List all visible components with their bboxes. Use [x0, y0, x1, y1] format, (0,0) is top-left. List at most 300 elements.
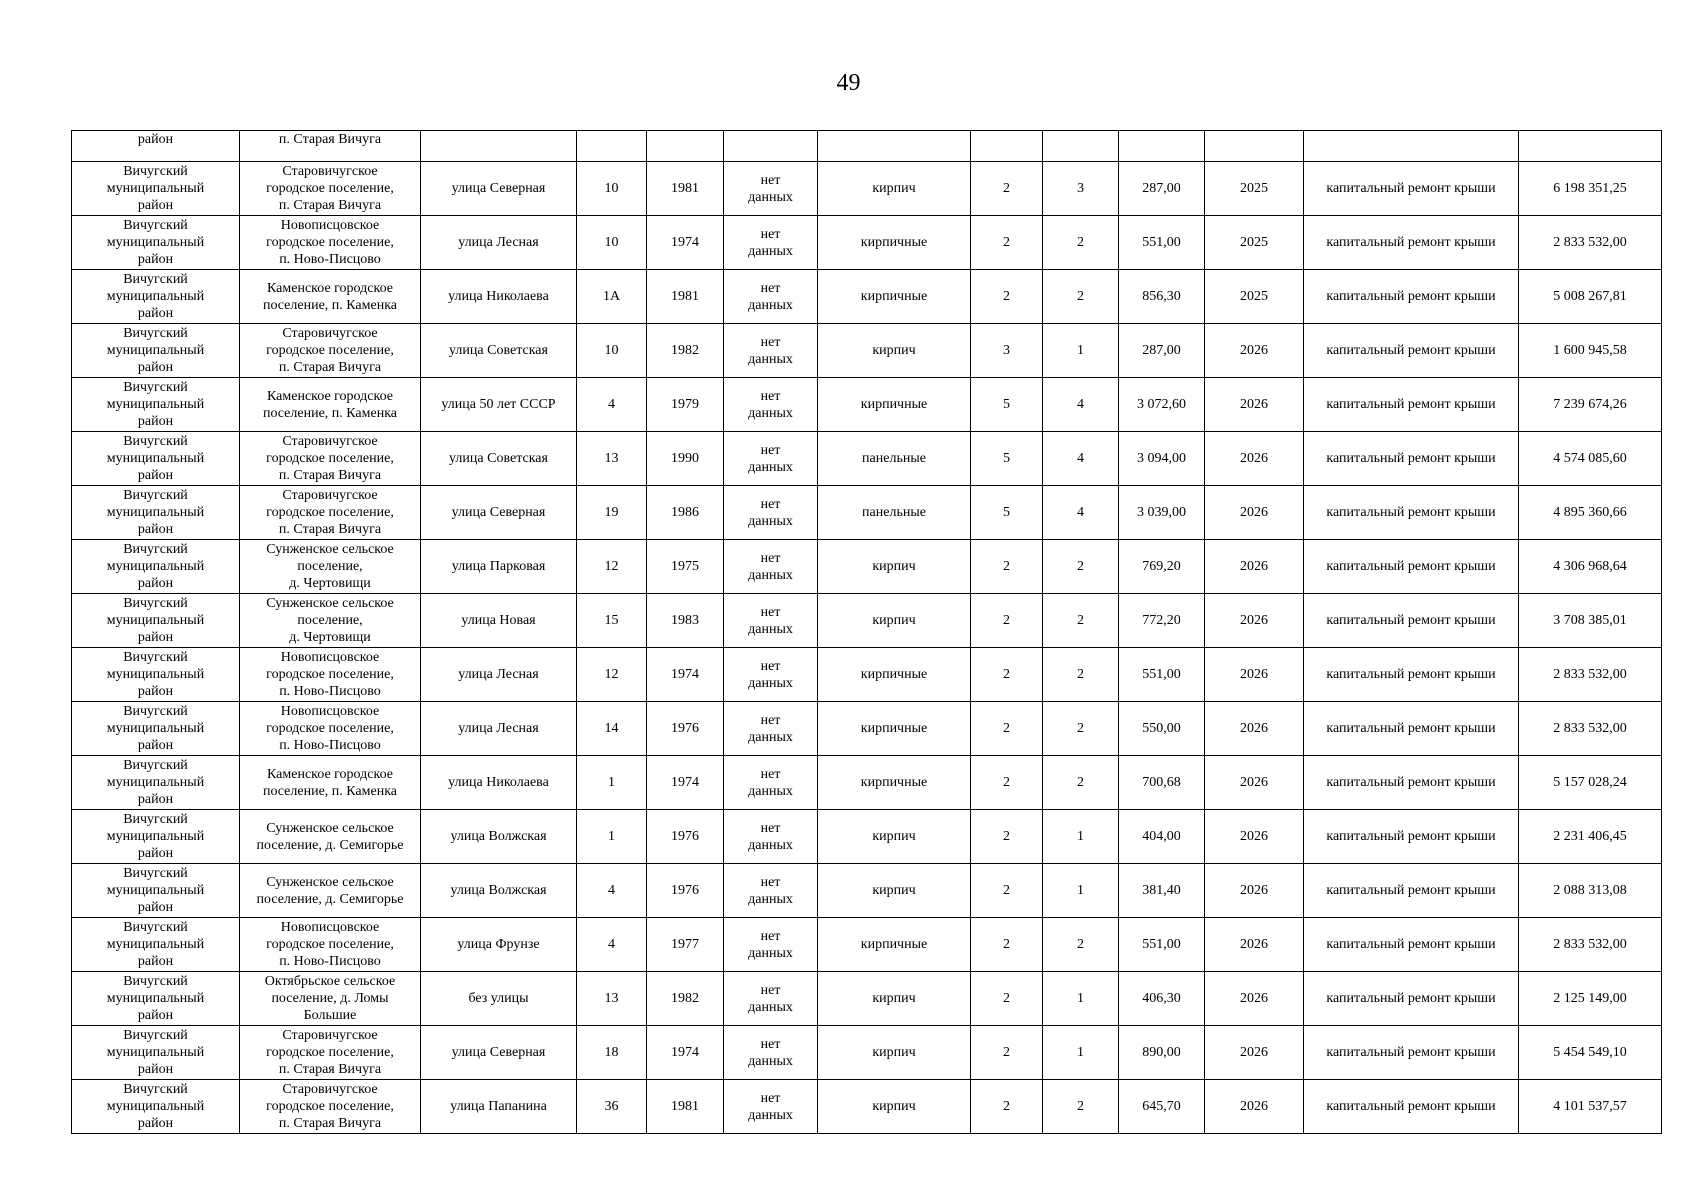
cell-entrances: 2 — [1043, 702, 1119, 756]
cell-district-line: муниципальный — [106, 829, 205, 844]
cell-settlement-line: поселение, — [297, 559, 363, 574]
cell-district-line: муниципальный — [106, 775, 205, 790]
cell-year-repair: 2026 — [1205, 648, 1304, 702]
cell-work: капитальный ремонт крыши — [1304, 648, 1519, 702]
cell-house — [577, 131, 647, 162]
cell-floors: 2 — [971, 648, 1043, 702]
cell-settlement-line: поселение, д. Ломы — [271, 991, 389, 1006]
cell-district — [72, 1026, 240, 1080]
cell-settlement-line: поселение, п. Каменка — [262, 783, 398, 799]
table-row — [72, 756, 1662, 810]
cell-settlement-line: Старовичугское — [282, 434, 378, 449]
cell-district-line: район — [137, 252, 174, 267]
cell-status-line: нет — [760, 712, 781, 728]
cell-settlement-line: Каменское городское — [267, 766, 393, 782]
cell-settlement-line: городское поселение, — [266, 1045, 394, 1060]
cell-status-line: нет — [760, 604, 781, 620]
cell-settlement-line: поселение, — [297, 613, 363, 628]
cell-entrances: 1 — [1043, 864, 1119, 918]
cell-year-built: 1974 — [647, 756, 724, 810]
cell-street: улица Новая — [421, 594, 577, 648]
cell-district-line: Вичугский — [123, 974, 188, 989]
cell-entrances: 4 — [1043, 486, 1119, 540]
cell-year-repair: 2026 — [1205, 432, 1304, 486]
cell-area: 551,00 — [1119, 918, 1205, 972]
cell-district-line: Вичугский — [123, 704, 188, 719]
cell-area: 551,00 — [1119, 648, 1205, 702]
cell-house: 12 — [577, 540, 647, 594]
cell-year-repair: 2026 — [1205, 594, 1304, 648]
cell-settlement-line: п. Старая Вичуга — [278, 1116, 382, 1131]
cell-settlement-line: Новописцовское — [280, 920, 380, 935]
cell-district — [72, 162, 240, 216]
cell-cost: 2 833 532,00 — [1519, 216, 1662, 270]
cell-entrances: 1 — [1043, 324, 1119, 378]
cell-status-line: нет — [760, 226, 781, 242]
cell-street: улица Николаева — [421, 756, 577, 810]
cell-street: улица Советская — [421, 324, 577, 378]
cell-year-built: 1974 — [647, 648, 724, 702]
cell-area: 3 094,00 — [1119, 432, 1205, 486]
cell-year-built: 1976 — [647, 702, 724, 756]
cell-area: 769,20 — [1119, 540, 1205, 594]
cell-settlement-line: Сунженское сельское — [266, 542, 394, 557]
table-row — [72, 270, 1662, 324]
cell-entrances: 4 — [1043, 378, 1119, 432]
cell-year-repair: 2026 — [1205, 1080, 1304, 1134]
cell-material: кирпичные — [818, 216, 971, 270]
cell-district-line: Вичугский — [123, 218, 188, 233]
cell-settlement-line: Октябрьское сельское — [264, 974, 396, 989]
cell-status-line: данных — [748, 513, 793, 529]
cell-material: кирпичные — [818, 918, 971, 972]
cell-status-line: данных — [748, 621, 793, 637]
cell-district — [72, 594, 240, 648]
cell-district-line: Вичугский — [123, 434, 188, 449]
cell-district-line: район — [137, 1116, 174, 1131]
cell-year-repair: 2025 — [1205, 162, 1304, 216]
table-row — [72, 648, 1662, 702]
cell-area: 772,20 — [1119, 594, 1205, 648]
table-row — [72, 162, 1662, 216]
cell-house: 13 — [577, 432, 647, 486]
cell-status-line: нет — [760, 982, 781, 998]
cell-settlement — [240, 540, 421, 594]
cell-year-built: 1975 — [647, 540, 724, 594]
cell-settlement-line: Новописцовское — [280, 218, 380, 233]
cell-floors: 5 — [971, 486, 1043, 540]
cell-district-line: Вичугский — [123, 1082, 188, 1097]
cell-status — [724, 1026, 818, 1080]
cell-settlement — [240, 864, 421, 918]
cell-settlement-line: поселение, д. Семигорье — [256, 837, 404, 853]
cell-settlement-line: поселение, д. Семигорье — [256, 891, 404, 907]
cell-floors: 2 — [971, 270, 1043, 324]
cell-cost: 2 125 149,00 — [1519, 972, 1662, 1026]
cell-status-line: нет — [760, 658, 781, 674]
cell-status — [724, 270, 818, 324]
cell-area: 381,40 — [1119, 864, 1205, 918]
cell-settlement-line: городское поселение, — [266, 937, 394, 952]
cell-year-built: 1977 — [647, 918, 724, 972]
cell-settlement — [240, 486, 421, 540]
cell-year-repair: 2026 — [1205, 378, 1304, 432]
cell-house: 10 — [577, 216, 647, 270]
housing-repair-table — [71, 130, 1662, 1134]
cell-settlement-line: городское поселение, — [266, 721, 394, 736]
cell-street: улица Северная — [421, 162, 577, 216]
cell-district-line: район — [137, 792, 174, 807]
cell-settlement — [240, 918, 421, 972]
cell-year-repair: 2026 — [1205, 1026, 1304, 1080]
cell-status-line: нет — [760, 766, 781, 782]
table-row — [72, 486, 1662, 540]
cell-settlement — [240, 378, 421, 432]
cell-year-repair: 2026 — [1205, 864, 1304, 918]
cell-district-line: Вичугский — [123, 164, 188, 179]
cell-status — [724, 918, 818, 972]
cell-district-line: Вичугский — [123, 542, 188, 557]
cell-area: 550,00 — [1119, 702, 1205, 756]
cell-settlement — [240, 810, 421, 864]
cell-year-repair: 2026 — [1205, 324, 1304, 378]
cell-street — [421, 131, 577, 162]
cell-district-line: район — [137, 954, 174, 969]
table-row — [72, 918, 1662, 972]
cell-status-line: данных — [748, 837, 793, 853]
cell-year-built — [647, 131, 724, 162]
cell-work: капитальный ремонт крыши — [1304, 702, 1519, 756]
cell-status — [724, 756, 818, 810]
cell-house: 13 — [577, 972, 647, 1026]
cell-settlement-line: д. Чертовищи — [289, 576, 371, 591]
cell-year-built: 1982 — [647, 324, 724, 378]
table-row — [72, 810, 1662, 864]
cell-status-line: данных — [748, 675, 793, 691]
cell-district-line: район — [137, 630, 174, 645]
cell-floors: 2 — [971, 540, 1043, 594]
cell-district-line: Вичугский — [123, 758, 188, 773]
cell-district — [72, 972, 240, 1026]
cell-material: кирпич — [818, 594, 971, 648]
cell-area: 406,30 — [1119, 972, 1205, 1026]
cell-district-line: муниципальный — [106, 181, 205, 196]
cell-district — [72, 216, 240, 270]
cell-year-built: 1976 — [647, 864, 724, 918]
cell-district — [72, 1080, 240, 1134]
cell-district-line: Вичугский — [123, 1028, 188, 1043]
cell-district-line: Вичугский — [123, 812, 188, 827]
table-row — [72, 702, 1662, 756]
continuation-row — [72, 131, 1662, 162]
table-row — [72, 324, 1662, 378]
cell-settlement-line: д. Чертовищи — [289, 630, 371, 645]
cell-district-line: район — [137, 576, 174, 591]
cell-floors: 2 — [971, 810, 1043, 864]
cell-year-repair: 2026 — [1205, 702, 1304, 756]
cell-settlement-line: городское поселение, — [266, 451, 394, 466]
cell-year-built: 1981 — [647, 162, 724, 216]
cell-district — [72, 270, 240, 324]
cell-street: улица Фрунзе — [421, 918, 577, 972]
cell-work: капитальный ремонт крыши — [1304, 486, 1519, 540]
cell-floors: 2 — [971, 594, 1043, 648]
cell-floors — [971, 131, 1043, 162]
cell-district-line: район — [137, 1008, 174, 1023]
cell-work: капитальный ремонт крыши — [1304, 324, 1519, 378]
cell-cost: 7 239 674,26 — [1519, 378, 1662, 432]
cell-floors: 2 — [971, 702, 1043, 756]
cell-district — [72, 432, 240, 486]
cell-district-line: район — [137, 900, 174, 915]
cell-cost: 4 306 968,64 — [1519, 540, 1662, 594]
cell-material: панельные — [818, 432, 971, 486]
cell-status-line: данных — [748, 999, 793, 1015]
cell-settlement-line: Старовичугское — [282, 164, 378, 179]
cell-material: кирпичные — [818, 702, 971, 756]
cell-house: 1А — [577, 270, 647, 324]
cell-district-line: Вичугский — [123, 650, 188, 665]
cell-work: капитальный ремонт крыши — [1304, 432, 1519, 486]
cell-house: 4 — [577, 378, 647, 432]
cell-year-built: 1982 — [647, 972, 724, 1026]
cell-material: кирпич — [818, 1080, 971, 1134]
cell-district — [72, 918, 240, 972]
cell-street: улица 50 лет СССР — [421, 378, 577, 432]
cell-street: улица Волжская — [421, 810, 577, 864]
cell-status-line: нет — [760, 496, 781, 512]
table-row — [72, 864, 1662, 918]
cell-settlement-line: Старовичугское — [282, 1028, 378, 1043]
cell-house: 4 — [577, 918, 647, 972]
cell-settlement-line: п. Старая Вичуга — [278, 1062, 382, 1077]
cell-area: 645,70 — [1119, 1080, 1205, 1134]
cell-district-line: муниципальный — [106, 1099, 205, 1114]
cell-status-line: нет — [760, 1090, 781, 1106]
cell-status — [724, 216, 818, 270]
cell-year-built: 1981 — [647, 270, 724, 324]
cell-floors: 2 — [971, 1080, 1043, 1134]
cell-cost: 2 833 532,00 — [1519, 702, 1662, 756]
cell-district-line: район — [137, 1062, 174, 1077]
cell-status-line: данных — [748, 945, 793, 961]
cell-cost: 2 231 406,45 — [1519, 810, 1662, 864]
cell-status-line: нет — [760, 874, 781, 890]
cell-status-line: данных — [748, 783, 793, 799]
cell-floors: 2 — [971, 972, 1043, 1026]
cell-floors: 2 — [971, 216, 1043, 270]
cell-cost: 4 101 537,57 — [1519, 1080, 1662, 1134]
table-row — [72, 540, 1662, 594]
cell-work: капитальный ремонт крыши — [1304, 756, 1519, 810]
cell-work: капитальный ремонт крыши — [1304, 918, 1519, 972]
cell-area: 3 072,60 — [1119, 378, 1205, 432]
cell-settlement-line: Сунженское сельское — [266, 820, 394, 836]
cell-district-line: район — [137, 738, 174, 753]
cell-district — [72, 324, 240, 378]
cell-entrances: 2 — [1043, 648, 1119, 702]
cell-status — [724, 594, 818, 648]
cell-material: кирпич — [818, 810, 971, 864]
cell-settlement — [240, 1080, 421, 1134]
cell-settlement-line: п. Старая Вичуга — [278, 522, 382, 537]
cell-street: улица Лесная — [421, 648, 577, 702]
cell-settlement — [240, 324, 421, 378]
cell-district: район — [72, 131, 240, 162]
cell-status — [724, 1080, 818, 1134]
cell-street: улица Лесная — [421, 702, 577, 756]
cell-district-line: район — [137, 306, 174, 321]
cell-settlement-line: Старовичугское — [282, 1082, 378, 1097]
cell-material: кирпич — [818, 162, 971, 216]
cell-district-line: Вичугский — [123, 866, 188, 881]
cell-settlement-line: Старовичугское — [282, 488, 378, 503]
cell-street: улица Папанина — [421, 1080, 577, 1134]
cell-cost: 5 454 549,10 — [1519, 1026, 1662, 1080]
cell-settlement-line: Сунженское сельское — [266, 874, 394, 890]
cell-street: улица Парковая — [421, 540, 577, 594]
cell-house: 19 — [577, 486, 647, 540]
cell-street: улица Советская — [421, 432, 577, 486]
cell-material: кирпичные — [818, 270, 971, 324]
cell-district-line: муниципальный — [106, 505, 205, 520]
cell-district-line: район — [137, 522, 174, 537]
cell-settlement-line: поселение, п. Каменка — [262, 297, 398, 313]
cell-work: капитальный ремонт крыши — [1304, 540, 1519, 594]
table-row — [72, 1080, 1662, 1134]
cell-area: 700,68 — [1119, 756, 1205, 810]
cell-settlement — [240, 432, 421, 486]
cell-status-line: данных — [748, 297, 793, 313]
cell-street: улица Северная — [421, 486, 577, 540]
cell-status — [724, 324, 818, 378]
cell-floors: 2 — [971, 756, 1043, 810]
cell-material: кирпич — [818, 324, 971, 378]
cell-district-line: муниципальный — [106, 289, 205, 304]
cell-house: 12 — [577, 648, 647, 702]
cell-status-line: нет — [760, 442, 781, 458]
cell-status-line: нет — [760, 334, 781, 350]
cell-district — [72, 486, 240, 540]
cell-material: кирпич — [818, 864, 971, 918]
cell-entrances: 2 — [1043, 216, 1119, 270]
cell-house: 15 — [577, 594, 647, 648]
cell-district — [72, 810, 240, 864]
cell-settlement — [240, 756, 421, 810]
cell-entrances: 2 — [1043, 540, 1119, 594]
cell-settlement — [240, 270, 421, 324]
cell-status — [724, 432, 818, 486]
cell-material: кирпичные — [818, 378, 971, 432]
cell-settlement-line: п. Старая Вичуга — [278, 468, 382, 483]
cell-district-line: район — [137, 414, 174, 429]
cell-status-line: данных — [748, 405, 793, 421]
cell-settlement-line: городское поселение, — [266, 235, 394, 250]
cell-material: кирпич — [818, 972, 971, 1026]
page-number: 49 — [836, 70, 861, 96]
cell-status-line: нет — [760, 172, 781, 188]
cell-street: без улицы — [421, 972, 577, 1026]
cell-material — [818, 131, 971, 162]
cell-district-line: район — [137, 198, 174, 213]
cell-area: 856,30 — [1119, 270, 1205, 324]
cell-floors: 2 — [971, 864, 1043, 918]
cell-status — [724, 162, 818, 216]
cell-status-line: нет — [760, 550, 781, 566]
cell-area: 287,00 — [1119, 324, 1205, 378]
cell-status-line: данных — [748, 351, 793, 367]
cell-cost: 2 833 532,00 — [1519, 648, 1662, 702]
cell-settlement-line: Большие — [303, 1008, 357, 1023]
table-row — [72, 972, 1662, 1026]
cell-district-line: район — [137, 468, 174, 483]
cell-district-line: район — [137, 360, 174, 375]
cell-status-line: данных — [748, 1107, 793, 1123]
cell-district-line: муниципальный — [106, 667, 205, 682]
cell-district-line: район — [137, 846, 174, 861]
cell-district-line: муниципальный — [106, 991, 205, 1006]
cell-settlement — [240, 648, 421, 702]
cell-status-line: данных — [748, 243, 793, 259]
cell-settlement-line: городское поселение, — [266, 1099, 394, 1114]
cell-entrances: 2 — [1043, 270, 1119, 324]
cell-district-line: Вичугский — [123, 920, 188, 935]
cell-year-repair: 2026 — [1205, 756, 1304, 810]
cell-entrances: 3 — [1043, 162, 1119, 216]
cell-district-line: Вичугский — [123, 272, 188, 287]
cell-district-line: Вичугский — [123, 488, 188, 503]
cell-material: кирпич — [818, 540, 971, 594]
cell-settlement-line: п. Старая Вичуга — [278, 198, 382, 213]
cell-status-line: данных — [748, 567, 793, 583]
cell-status — [724, 378, 818, 432]
cell-settlement-line: п. Старая Вичуга — [278, 360, 382, 375]
cell-settlement-line: городское поселение, — [266, 343, 394, 358]
cell-house: 36 — [577, 1080, 647, 1134]
cell-settlement-line: Старовичугское — [282, 326, 378, 341]
cell-year-repair: 2026 — [1205, 486, 1304, 540]
cell-entrances: 1 — [1043, 1026, 1119, 1080]
cell-district — [72, 378, 240, 432]
cell-entrances: 1 — [1043, 972, 1119, 1026]
cell-street: улица Николаева — [421, 270, 577, 324]
cell-status-line: нет — [760, 280, 781, 296]
cell-settlement-line: городское поселение, — [266, 505, 394, 520]
cell-settlement: п. Старая Вичуга — [240, 131, 421, 162]
cell-house: 4 — [577, 864, 647, 918]
cell-status-line: данных — [748, 729, 793, 745]
cell-cost: 3 708 385,01 — [1519, 594, 1662, 648]
cell-floors: 2 — [971, 162, 1043, 216]
cell-area — [1119, 131, 1205, 162]
cell-district-line: Вичугский — [123, 326, 188, 341]
cell-house: 10 — [577, 162, 647, 216]
cell-district — [72, 864, 240, 918]
cell-status — [724, 648, 818, 702]
cell-work: капитальный ремонт крыши — [1304, 1080, 1519, 1134]
cell-year-repair: 2026 — [1205, 810, 1304, 864]
cell-year-built: 1990 — [647, 432, 724, 486]
cell-year-built: 1976 — [647, 810, 724, 864]
cell-year-repair: 2026 — [1205, 918, 1304, 972]
cell-district-line: муниципальный — [106, 721, 205, 736]
cell-district — [72, 648, 240, 702]
cell-street: улица Лесная — [421, 216, 577, 270]
cell-cost: 5 008 267,81 — [1519, 270, 1662, 324]
cell-status-line: данных — [748, 1053, 793, 1069]
cell-street: улица Северная — [421, 1026, 577, 1080]
cell-floors: 3 — [971, 324, 1043, 378]
